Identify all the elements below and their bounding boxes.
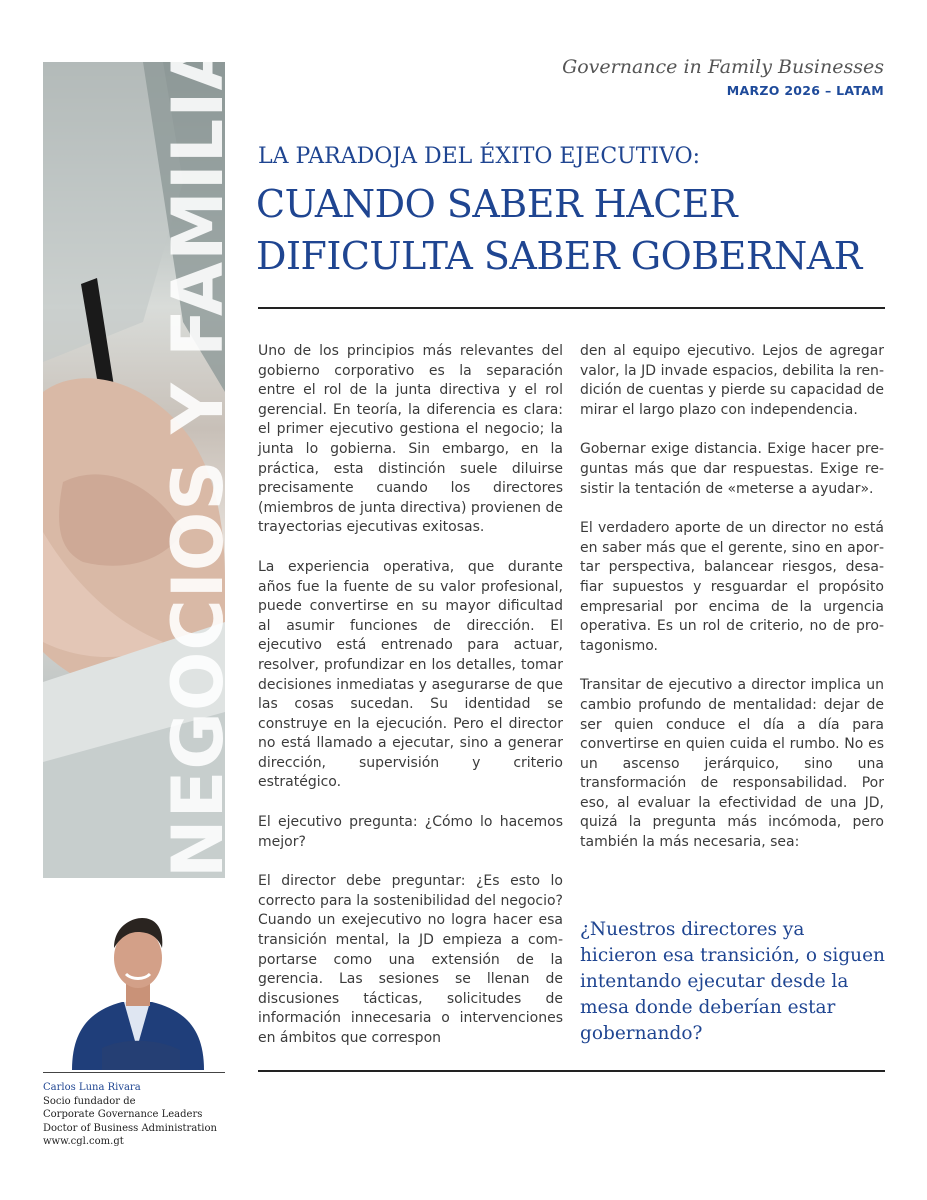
section-title-vertical: NEGOCIOS Y FAMILIA [157,35,239,878]
headline-line-1: CUANDO SABER HACER [256,182,738,226]
publication-brand: Governance in Family Businesses [562,56,884,78]
paragraph: El verdadero aporte de un director no está en saber más que el gerente, sino en aportar perspectiva, balancear riesgos, desafiar supuestos y resguardar el propósito empresarial por encima de la urgencia operativa. Es un rol de criterio, no de protagonismo. [580,520,884,654]
paragraph: El director debe preguntar: ¿Es esto lo correcto para la sostenibilidad del negocio? Cuando un exejecutivo no logra hacer esa transición mental, la JD empieza a comportarse como una extensión de la gerencia. Las sesiones se llenan de discusiones tácticas, solicitudes de información innecesaria o intervenciones en ámbitos que correspon [258,873,563,1046]
author-portrait [62,898,212,1070]
author-rule [43,1072,225,1073]
article-headline [256,178,896,282]
paragraph: El ejecutivo pregunta: ¿Cómo lo hacemos mejor? [258,814,563,850]
paragraph: Transitar de ejecutivo a director implica un cambio profundo de mentalidad: dejar de ser quien conduce el día a día para convertirse en quien cuida el rumbo. No es un ascenso jerárquico, sino una transformación de responsabilidad. Por eso, al evaluar la efectividad de una JD, quizá la pregunta más incómoda, pero también la más necesaria, sea: [580,677,884,851]
author-company: Corporate Governance Leaders [43,1109,203,1120]
article-column-2 [580,342,884,873]
paragraph: La experiencia operativa, que durante años fue la fuente de su valor profesional, puede convertirse en su mayor dificultad al asumir funciones de dirección. El ejecutivo está entrenado para actuar, resolver, profundizar en los detalles, tomar decisiones inmediatas y asegurarse de que las cosas sucedan. Su identidad se construye en la ejecución. Pero el director no está llamado a ejecutar, sino a generar dirección, supervisión y criterio estratégico. [258,558,563,791]
sidebar-photo-band [43,35,239,878]
article-column-1 [258,342,563,1069]
author-block [43,1081,243,1149]
author-degree: Doctor of Business Administration [43,1122,217,1134]
paragraph: den al equipo ejecutivo. Lejos de agregar valor, la JD invade espacios, debilita la rendición de cuentas y pierde su capacidad de mirar el largo plazo con independencia. [580,343,884,418]
author-role: Socio fundador de [43,1095,136,1107]
pull-quote: ¿Nuestros directores ya hicieron esa transición, o siguen intentando ejecutar desde la mesa donde deberían estar gobernando? [580,919,885,1044]
author-website: www.cgl.com.gt [43,1136,124,1147]
paragraph: Gobernar exige distancia. Exige hacer preguntas más que dar respuestas. Exige resistir la tentación de «meterse a ayudar». [580,441,884,497]
author-name: Carlos Luna Rivara [43,1082,141,1093]
headline-line-2: DIFICULTA SABER GOBERNAR [256,234,862,278]
headline-rule [258,307,885,309]
paragraph: Uno de los principios más relevantes del gobierno corporativo es la separación entre el rol de la junta directiva y el rol gerencial. En teoría, la diferencia es clara: el primer ejecutivo gestiona el negocio; la junta lo gobierna. Sin embargo, en la práctica, esta distinción suele diluirse precisamente cuando los directores (miembros de junta directiva) provienen de trayectorias ejecutivas exitosas. [258,343,563,536]
issue-date: MARZO 2026 – LATAM [726,83,884,98]
article-kicker: LA PARADOJA DEL ÉXITO EJECUTIVO: [258,144,701,169]
footer-rule [258,1070,885,1072]
